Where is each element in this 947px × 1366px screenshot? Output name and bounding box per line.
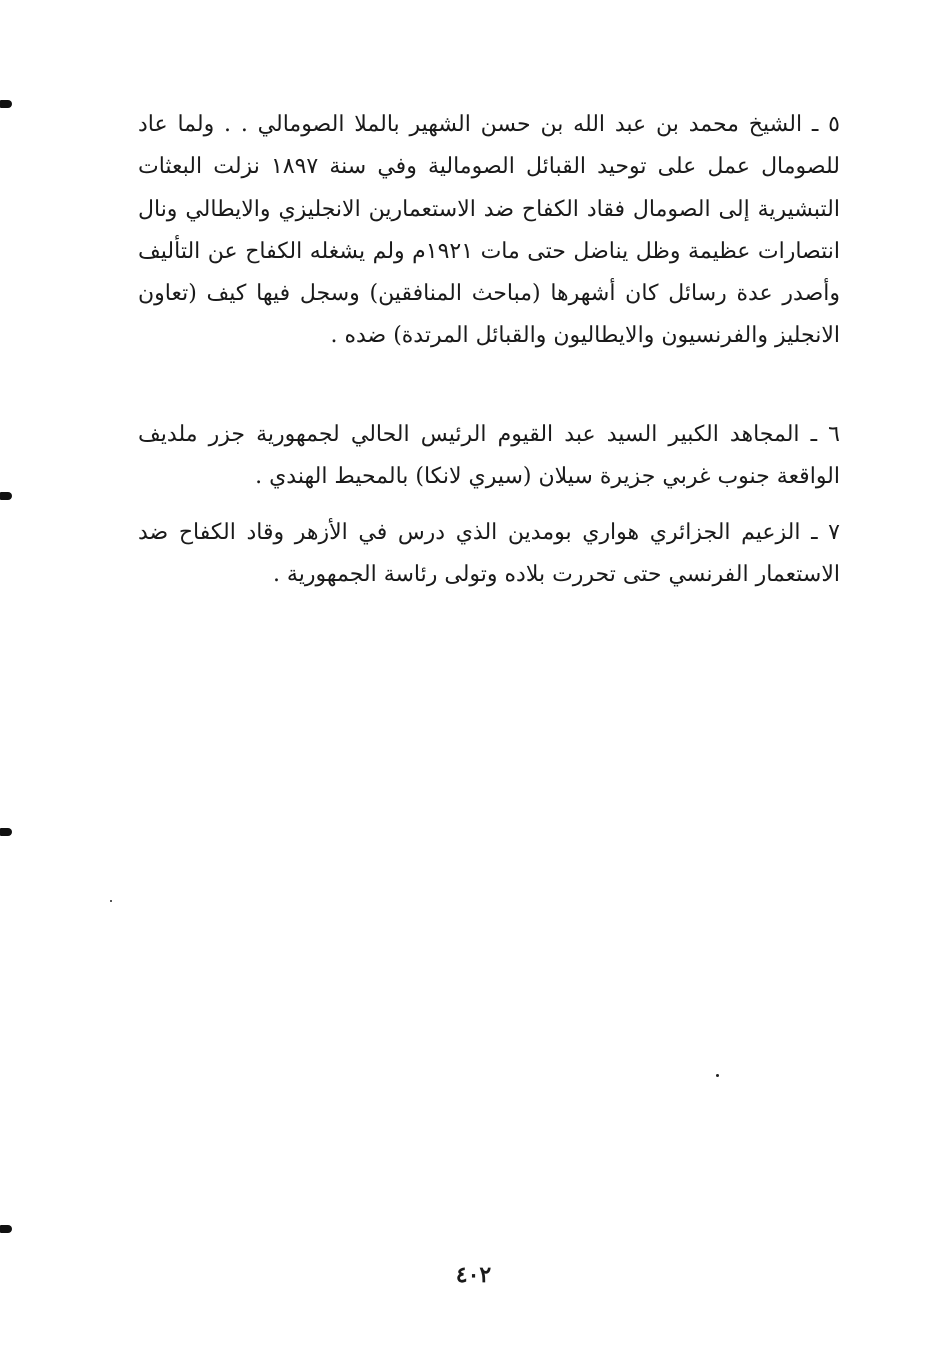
paragraph-6-text: ٦ ـ المجاهد الكبير السيد عبد القيوم الرئيس الحالي لجمهورية جزر ملديف الواقعة جنوب غربي جزيرة سيلان (سيري لانكا) بالمحيط الهندي . <box>138 422 840 490</box>
paragraph-6 <box>138 414 840 499</box>
margin-mark <box>0 828 12 836</box>
paragraph-5-text: ٥ ـ الشيخ محمد بن عبد الله بن حسن الشهير بالملا الصومالي . . ولما عاد للصومال عمل على توحيد القبائل الصومالية وفي سنة ١٨٩٧ نزلت البعثات التبشيرية إلى الصومال فقاد الكفاح ضد الاستعمارين الانجليزي والايطالي ونال انتصارات عظيمة وظل يناضل حتى مات ١٩٢١م ولم يشغله الكفاح عن التأليف وأصدر عدة رسائل كان أشهرها (مباحث المنافقين) وسجل فيها كيف (تعاون الانجليز والفرنسيون والايطاليون والقبائل المرتدة) ضده . <box>138 112 841 349</box>
paragraph-7 <box>138 512 840 597</box>
paragraph-7-text: ٧ ـ الزعيم الجزائري هواري بومدين الذي درس في الأزهر وقاد الكفاح ضد الاستعمار الفرنسي حتى تحررت بلاده وتولى رئاسة الجمهورية . <box>138 520 840 588</box>
margin-mark <box>0 1225 12 1233</box>
page-number: ٤٠٢ <box>455 1262 492 1288</box>
margin-mark <box>0 492 12 500</box>
scan-speck <box>110 900 112 902</box>
scan-speck <box>716 1074 719 1077</box>
margin-mark <box>0 100 12 108</box>
paragraph-5 <box>138 104 840 358</box>
